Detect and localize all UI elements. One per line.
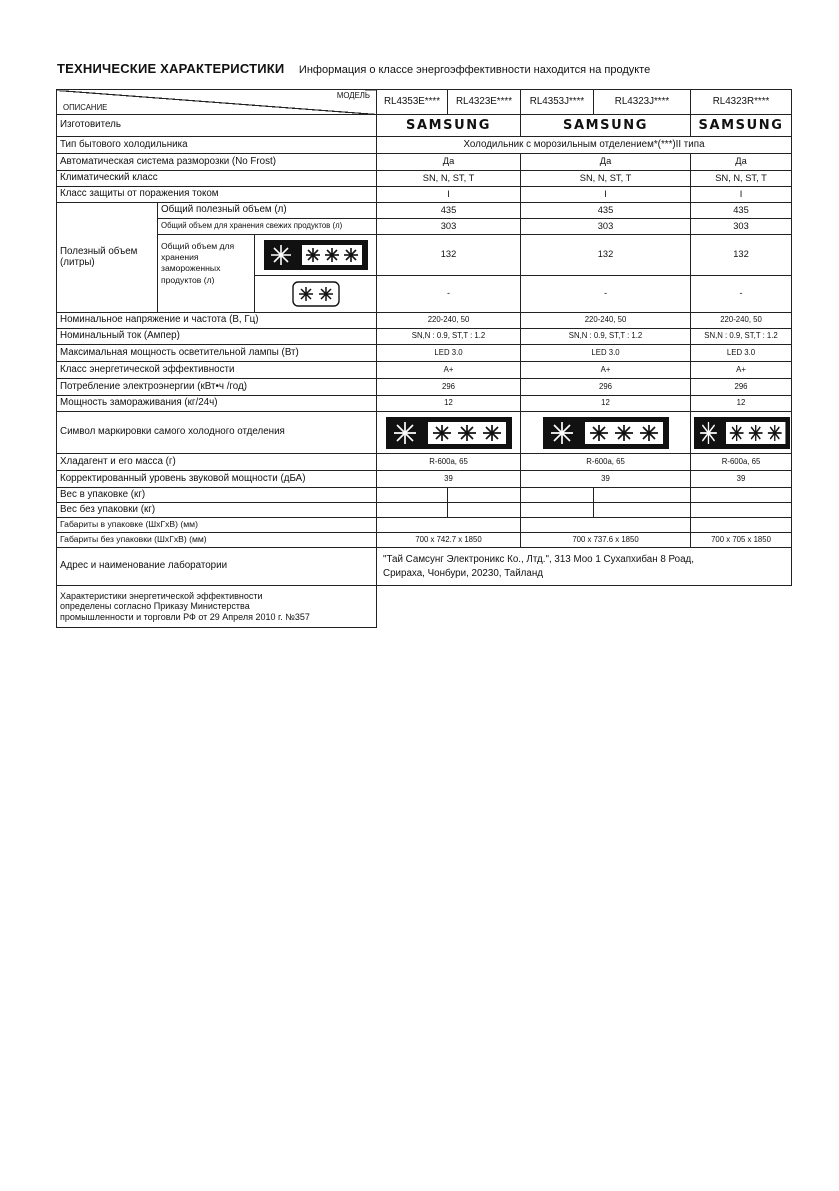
empty-cell <box>691 488 792 503</box>
row-value: 39 <box>521 471 691 488</box>
row-value: SN,N : 0.9, ST,T : 1.2 <box>377 329 521 345</box>
row-label: Класс энергетической эффективности <box>57 362 377 379</box>
row-value: 12 <box>521 396 691 412</box>
row-value: 435 <box>691 203 792 219</box>
row-value: 700 x 742.7 x 1850 <box>377 533 521 548</box>
row-value: I <box>377 187 521 203</box>
empty-cell <box>594 488 691 503</box>
page-heading <box>57 60 650 78</box>
table-row <box>57 503 792 518</box>
coldest-symbol-cell <box>521 412 691 454</box>
row-value: SN, N, ST, T <box>377 171 521 187</box>
two-star-freezer-icon <box>292 281 340 307</box>
four-star-freezer-icon <box>543 417 669 449</box>
footnote-line: промышленности и торговли РФ от 29 Апреля 2010 г. №357 <box>60 611 310 622</box>
row-value: 296 <box>521 379 691 396</box>
row-value: R-600a, 65 <box>377 454 521 471</box>
row-value: Да <box>521 154 691 171</box>
row-value: I <box>521 187 691 203</box>
row-value: A+ <box>521 362 691 379</box>
row-label-unit: (л) <box>274 204 287 216</box>
row-value: 303 <box>691 219 792 235</box>
row-value: 132 <box>521 235 691 276</box>
row-value: 435 <box>377 203 521 219</box>
row-value: 303 <box>377 219 521 235</box>
table-row <box>57 396 792 412</box>
row-value: LED 3.0 <box>691 345 792 362</box>
useful-volume-group-label: Полезный объем (литры) <box>57 203 158 313</box>
coldest-symbol-cell <box>377 412 521 454</box>
row-value: SN, N, ST, T <box>521 171 691 187</box>
row-value: 296 <box>377 379 521 396</box>
footnote-line: Характеристики энергетической эффективности <box>60 590 263 601</box>
table-row <box>57 187 792 203</box>
model-name: RL4353J**** <box>521 90 594 115</box>
footnote <box>57 586 377 628</box>
row-value: 435 <box>521 203 691 219</box>
row-value: 12 <box>377 396 521 412</box>
four-star-freezer-icon <box>264 240 368 270</box>
row-value: A+ <box>691 362 792 379</box>
two-star-symbol-cell <box>255 276 377 313</box>
row-label: Номинальное напряжение и частота (В, Гц) <box>57 313 377 329</box>
row-value: 132 <box>691 235 792 276</box>
row-label: Мощность замораживания (кг/24ч) <box>57 396 377 412</box>
row-value: R-600a, 65 <box>691 454 792 471</box>
row-label: Символ маркировки самого холодного отделения <box>57 412 377 454</box>
table-row <box>57 488 792 503</box>
samsung-logo: SAMSUNG <box>691 115 792 137</box>
row-value: 220-240, 50 <box>377 313 521 329</box>
table-row <box>57 313 792 329</box>
row-label: Габариты без упаковки (ШхГхВ) (мм) <box>57 533 377 548</box>
row-label <box>158 203 377 219</box>
page-subtitle: Информация о классе энергоэффективности находится на продукте <box>298 64 651 76</box>
row-value: SN, N, ST, T <box>691 171 792 187</box>
row-label: Климатический класс <box>57 171 377 187</box>
row-value: - <box>521 276 691 313</box>
row-value: 220-240, 50 <box>521 313 691 329</box>
row-label: Вес без упаковки (кг) <box>57 503 377 518</box>
row-value: 220-240, 50 <box>691 313 792 329</box>
row-label: Адрес и наименование лаборатории <box>57 548 377 586</box>
row-label: Номинальный ток (Ампер) <box>57 329 377 345</box>
row-value: Да <box>691 154 792 171</box>
row-label: Потребление электроэнергии (кВт•ч /год) <box>57 379 377 396</box>
model-name: RL4323E**** <box>448 90 521 115</box>
page-title: ТЕХНИЧЕСКИЕ ХАРАКТЕРИСТИКИ <box>57 61 285 76</box>
table-row <box>57 137 792 154</box>
row-value: 700 x 705 x 1850 <box>691 533 792 548</box>
table-row <box>57 345 792 362</box>
footnote-line: определены согласно Приказу Министерства <box>60 601 250 612</box>
model-name: RL4323J**** <box>594 90 691 115</box>
empty-cell <box>448 488 521 503</box>
samsung-logo: SAMSUNG <box>377 115 521 137</box>
empty-cell <box>691 518 792 533</box>
empty-cell <box>377 503 448 518</box>
row-value: 132 <box>377 235 521 276</box>
table-row <box>57 379 792 396</box>
row-value: Холодильник с морозильным отделением*(***)II типа <box>377 137 792 154</box>
spec-table <box>56 89 792 628</box>
empty-cell <box>377 488 448 503</box>
row-label: Класс защиты от поражения током <box>57 187 377 203</box>
row-label: Изготовитель <box>57 115 377 137</box>
table-row <box>57 219 792 235</box>
row-value: 39 <box>377 471 521 488</box>
empty-cell <box>448 503 521 518</box>
table-row <box>57 471 792 488</box>
row-label: Хладагент и его масса (г) <box>57 454 377 471</box>
row-label: Габариты в упаковке (ШхГхВ) (мм) <box>57 518 377 533</box>
empty-cell <box>691 503 792 518</box>
row-value: A+ <box>377 362 521 379</box>
lab-address-line: Срираха, Чонбури, 20230, Тайланд <box>383 567 543 579</box>
header-row <box>57 90 792 115</box>
table-row <box>57 235 792 276</box>
row-value: 296 <box>691 379 792 396</box>
table-row <box>57 115 792 137</box>
row-value: 12 <box>691 396 792 412</box>
four-star-symbol-cell <box>255 235 377 276</box>
four-star-freezer-icon <box>694 417 790 449</box>
model-name: RL4323R**** <box>691 90 792 115</box>
row-label: Тип бытового холодильника <box>57 137 377 154</box>
table-row <box>57 454 792 471</box>
coldest-symbol-cell <box>691 412 792 454</box>
model-name: RL4353E**** <box>377 90 448 115</box>
table-row <box>57 154 792 171</box>
row-label: Максимальная мощность осветительной лампы (Вт) <box>57 345 377 362</box>
row-label: Вес в упаковке (кг) <box>57 488 377 503</box>
frozen-volume-label: Общий объем для хранения замороженных продуктов (л) <box>158 235 255 313</box>
lab-address <box>377 548 792 586</box>
samsung-logo: SAMSUNG <box>521 115 691 137</box>
empty-cell <box>594 503 691 518</box>
description-label: ОПИСАНИЕ <box>63 102 108 112</box>
row-value: I <box>691 187 792 203</box>
table-row <box>57 586 792 628</box>
table-row <box>57 203 792 219</box>
row-value: LED 3.0 <box>377 345 521 362</box>
row-value: - <box>691 276 792 313</box>
table-row <box>57 518 792 533</box>
row-value: 303 <box>521 219 691 235</box>
table-row <box>57 329 792 345</box>
empty-area <box>377 586 792 628</box>
empty-cell <box>377 518 521 533</box>
empty-cell <box>521 488 594 503</box>
empty-cell <box>521 518 691 533</box>
row-value: Да <box>377 154 521 171</box>
table-row <box>57 412 792 454</box>
row-value: 700 x 737.6 x 1850 <box>521 533 691 548</box>
table-row <box>57 548 792 586</box>
row-value: LED 3.0 <box>521 345 691 362</box>
row-value: SN,N : 0.9, ST,T : 1.2 <box>691 329 792 345</box>
row-value: R-600a, 65 <box>521 454 691 471</box>
header-diagonal-cell <box>57 90 377 115</box>
row-label: Автоматическая система разморозки (No Frost) <box>57 154 377 171</box>
lab-address-line: "Тай Самсунг Электроникс Ко., Лтд.", 313 Моо 1 Сухапхибан 8 Роад, <box>383 554 694 566</box>
table-row <box>57 533 792 548</box>
row-label-text: Общий полезный объем <box>161 204 272 216</box>
table-row <box>57 362 792 379</box>
table-row <box>57 171 792 187</box>
row-value: SN,N : 0.9, ST,T : 1.2 <box>521 329 691 345</box>
row-label: Корректированный уровень звуковой мощности (дБА) <box>57 471 377 488</box>
empty-cell <box>521 503 594 518</box>
row-value: 39 <box>691 471 792 488</box>
model-label: МОДЕЛЬ <box>336 91 371 100</box>
four-star-freezer-icon <box>386 417 512 449</box>
row-label: Общий объем для хранения свежих продуктов (л) <box>158 219 377 235</box>
row-value: - <box>377 276 521 313</box>
